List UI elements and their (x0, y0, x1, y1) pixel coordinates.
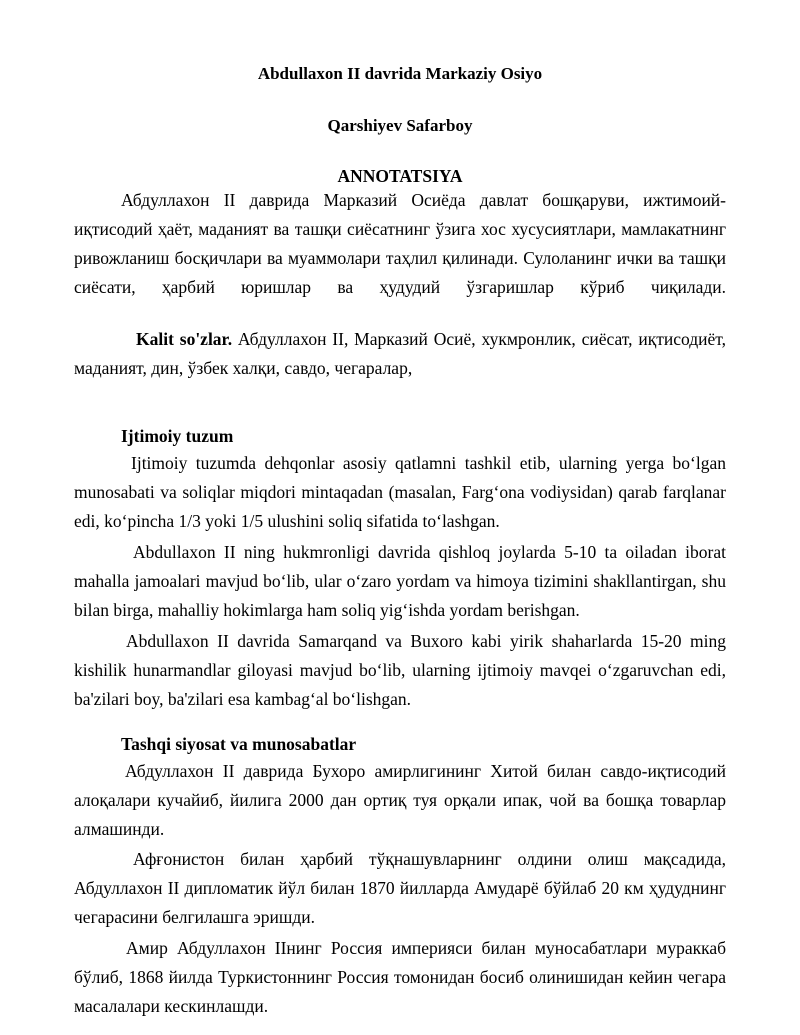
section2-paragraph: Афғонистон билан ҳарбий тўқнашувларнинг олдини олиш мақсадида, Абдуллахон II дипломатик йўл билан 1870 йилларда Амударё бўйлаб 20 км ҳудуднинг чегарасини белгилашга эришди. (74, 849, 726, 927)
section2-paragraph: Амир Абдуллахон IIнинг Россия империяси билан муносабатлари мураккаб бўлиб, 1868 йилда Туркистоннинг Россия томонидан босиб олинишидан кейин чегара масалалари кескинлашди. (74, 938, 726, 1016)
keywords-paragraph (74, 325, 726, 383)
annotation-heading: ANNOTATSIYA (337, 166, 463, 186)
section1-paragraph: Abdullaxon II davrida Samarqand va Buxoro kabi yirik shaharlarda 15-20 ming kishilik hunarmandlar giloyasi mavjud boʻlib, ularning ijtimoiy mavqei oʻzgaruvchan edi, ba'zilari boy, ba'zilari esa kambagʻal boʻlishgan. (74, 631, 726, 709)
annotation-paragraph: Абдуллахон II даврида Марказий Осиёда давлат бошқаруви, ижтимоий-иқтисодий ҳаёт, маданият ва ташқи сиёсатнинг ўзига хос хусусиятлари, мамлакатнинг ривожланиш босқичлари ва муаммолари таҳлил қилинади. Сулоланинг ички ва ташқи сиёсати, ҳарбий юришлар ва ҳудудий ўзгаришлар кўриб чиқилади. (74, 190, 726, 297)
document-title: Abdullaxon II davrida Markaziy Osiyo (257, 64, 543, 83)
section-heading-foreign-policy: Tashqi siyosat va munosabatlar (121, 734, 357, 754)
keywords-label: Kalit so'zlar. (136, 329, 233, 349)
section-heading-social-system: Ijtimoiy tuzum (121, 426, 234, 446)
document-author: Qarshiyev Safarboy (327, 116, 473, 135)
section2-paragraph: Абдуллахон II даврида Бухоро амирлигининг Хитой билан савдо-иқтисодий алоқалари кучайиб, йилига 2000 дан ортиқ туя орқали ипак, чой ва бошқа товарлар алмашинди. (74, 761, 726, 839)
section1-paragraph: Ijtimoiy tuzumda dehqonlar asosiy qatlamni tashkil etib, ularning yerga boʻlgan munosabati va soliqlar miqdori mintaqadan (masalan, Fargʻona vodiysidan) qarab farqlanar edi, koʻpincha 1/3 yoki 1/5 ulushini soliq sifatida toʻlashgan. (74, 453, 726, 531)
section1-paragraph: Abdullaxon II ning hukmronligi davrida qishloq joylarda 5-10 ta oiladan iborat mahalla jamoalari mavjud boʻlib, ular oʻzaro yordam va himoya tizimini shakllantirgan, shu bilan birga, mahalliy hokimlarga ham soliq yigʻishda yordam berishgan. (74, 542, 726, 620)
keywords-text: Абдуллахон II, Марказий Осиё, хукмронлик, сиёсат, иқтисодиёт, маданият, дин, ўзбек халқи, савдо, чегаралар, (74, 329, 726, 378)
